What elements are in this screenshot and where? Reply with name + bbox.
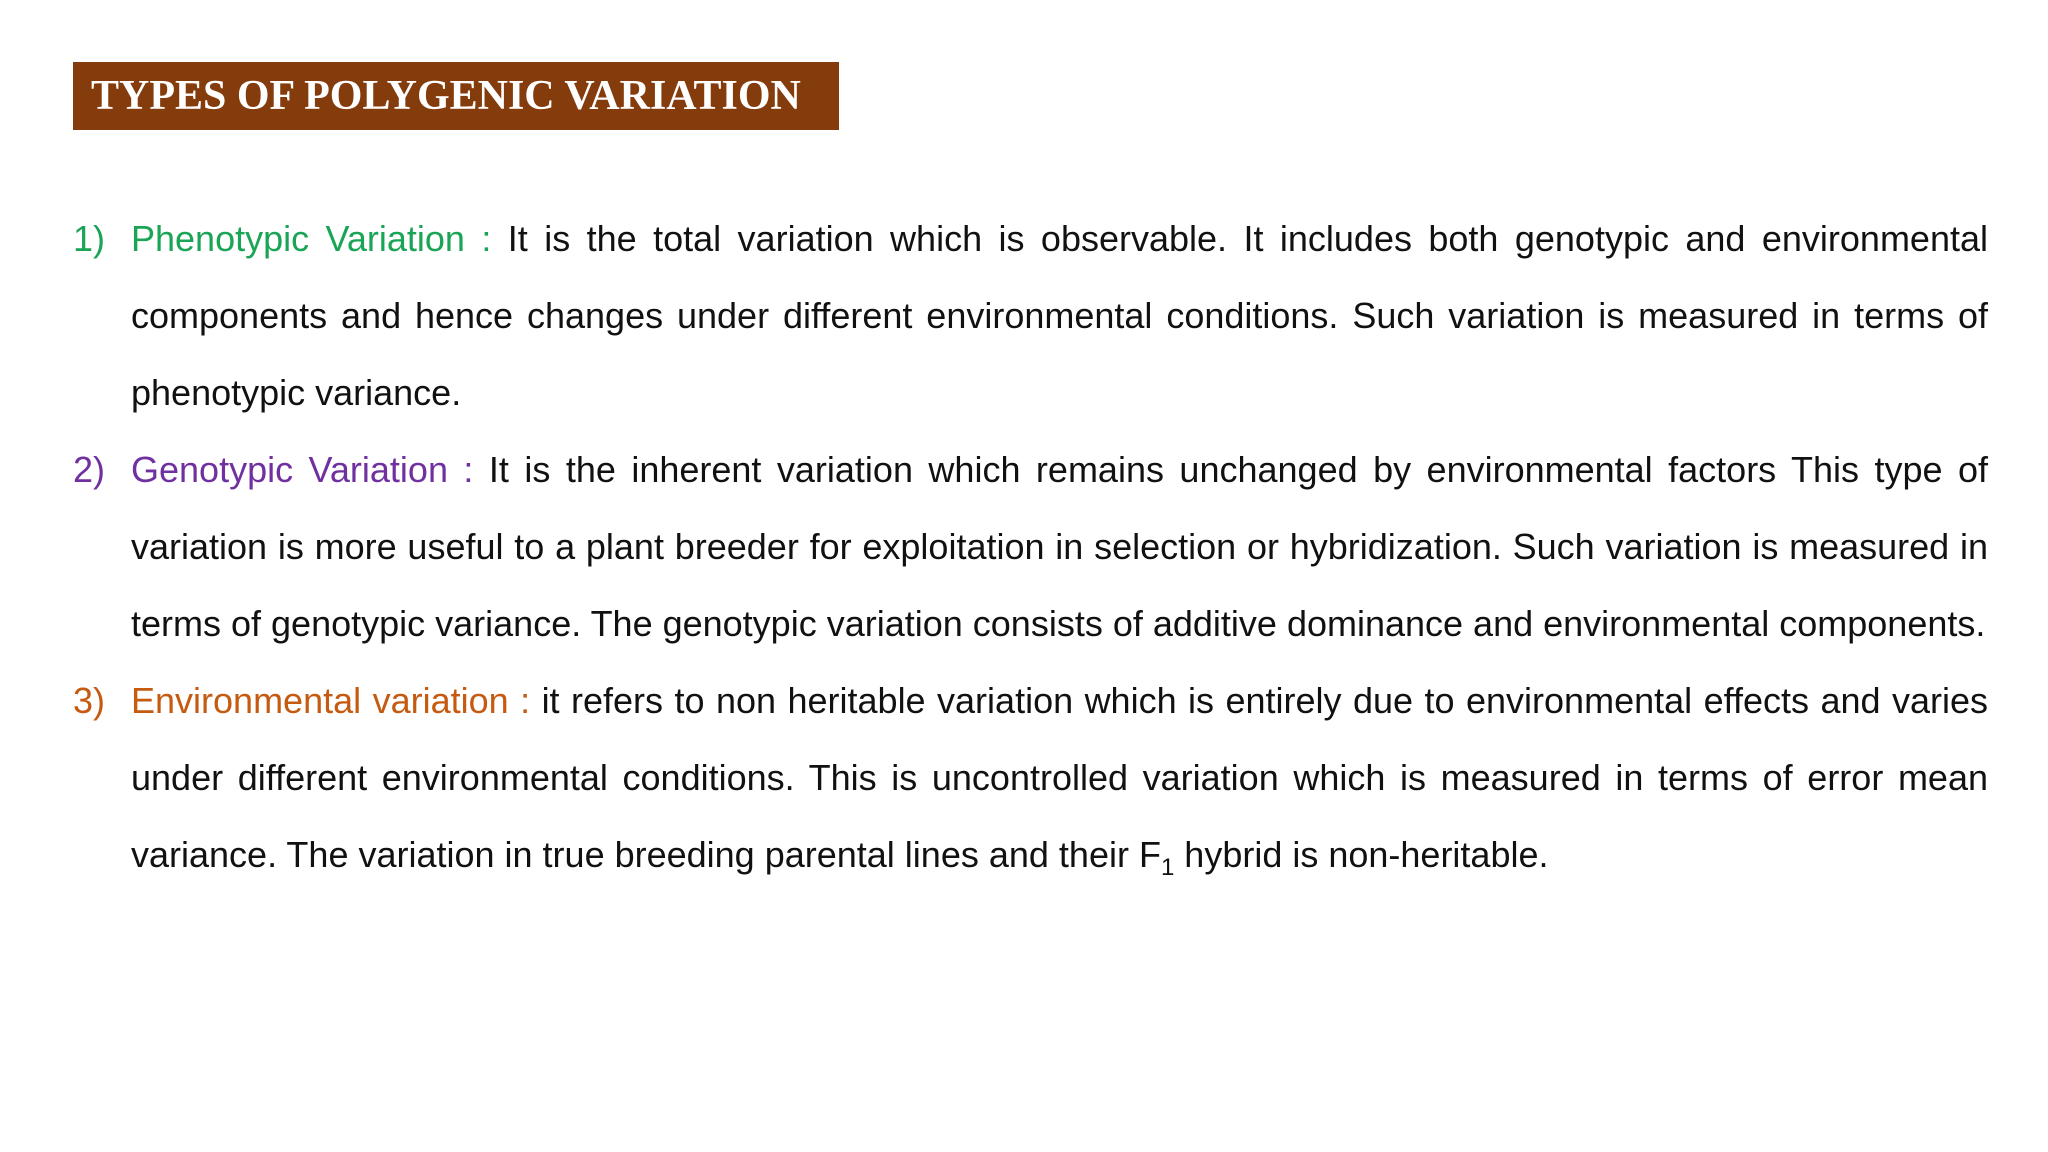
- item-term: Phenotypic Variation :: [131, 218, 492, 259]
- item-number: 3): [73, 680, 106, 721]
- list-item-phenotypic: [73, 200, 1988, 431]
- item-number: 1): [73, 218, 106, 259]
- item-number: 2): [73, 449, 106, 490]
- item-body: [131, 200, 1988, 431]
- variation-list: [73, 200, 1988, 893]
- list-item-genotypic: [73, 431, 1988, 662]
- subscript: 1: [1160, 854, 1175, 881]
- item-text: it refers to non heritable variation which is entirely due to environmental effects and varies under different environmental conditions. This is uncontrolled variation which is measured in terms of error mean variance. The variation in true breeding parental lines and their F: [131, 680, 1988, 875]
- item-body: [131, 662, 1988, 893]
- item-term: Genotypic Variation :: [131, 449, 474, 490]
- item-body: [131, 431, 1988, 662]
- title-banner: [73, 62, 839, 130]
- list-item-environmental: [73, 662, 1988, 893]
- item-term: Environmental variation :: [131, 680, 531, 721]
- item-text-after: hybrid is non-heritable.: [1174, 834, 1549, 875]
- page-title: TYPES OF POLYGENIC VARIATION: [91, 73, 801, 119]
- item-text: It is the inherent variation which remains unchanged by environmental factors This type of variation is more useful to a plant breeder for exploitation in selection or hybridization. Such variation is measured in terms of genotypic variance. The genotypic variation consists of additive dominance and environmental components.: [131, 449, 1988, 644]
- item-text: It is the total variation which is observable. It includes both genotypic and environmental components and hence changes under different environmental conditions. Such variation is measured in terms of phenotypic variance.: [131, 218, 1988, 413]
